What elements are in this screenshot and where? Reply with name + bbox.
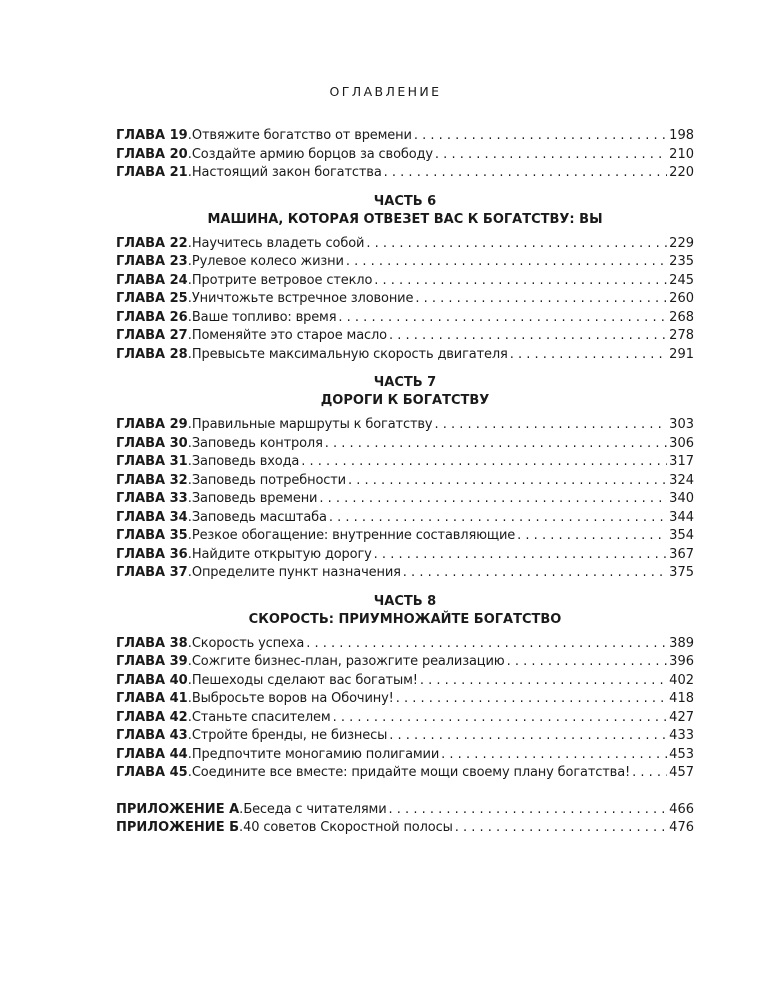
entry-page-number: 396 bbox=[669, 654, 694, 669]
entry-page-number: 418 bbox=[669, 691, 694, 706]
dot-leader bbox=[414, 127, 667, 146]
entry-title: Ваше топливо: время bbox=[191, 309, 337, 325]
dot-leader bbox=[325, 435, 667, 454]
entry-label: ГЛАВА 22 bbox=[116, 235, 188, 251]
entry-label: ГЛАВА 21 bbox=[116, 165, 188, 180]
entry-label: ГЛАВА 34 bbox=[116, 509, 188, 525]
entry-separator: . bbox=[187, 546, 192, 562]
entry-label: ГЛАВА 20 bbox=[116, 146, 188, 162]
entry-separator: . bbox=[187, 309, 192, 325]
entry-page-number: 210 bbox=[669, 146, 694, 162]
dot-leader bbox=[301, 453, 667, 472]
entry-label: ГЛАВА 30 bbox=[116, 435, 188, 451]
entry-separator: . bbox=[187, 691, 192, 706]
part-number: ЧАСТЬ 6 bbox=[373, 193, 437, 209]
entry-separator: . bbox=[187, 509, 192, 525]
dot-leader bbox=[333, 709, 668, 728]
toc-entry[interactable] bbox=[116, 546, 694, 565]
part-name: СКОРОСТЬ: ПРИУМНОЖАЙТЕ БОГАТСТВО bbox=[248, 611, 562, 627]
entry-separator: . bbox=[187, 235, 192, 251]
toc-entry[interactable] bbox=[116, 290, 694, 309]
dot-leader bbox=[507, 653, 668, 672]
entry-label: ГЛАВА 35 bbox=[116, 528, 188, 543]
entry-separator: . bbox=[187, 165, 192, 180]
dot-leader bbox=[348, 472, 667, 491]
entry-title: Скорость успеха bbox=[191, 635, 305, 651]
entry-page-number: 354 bbox=[669, 528, 694, 543]
dot-leader bbox=[306, 635, 667, 654]
entry-title: Превысьте максимальную скорость двигателя bbox=[191, 346, 508, 362]
toc-entry[interactable] bbox=[116, 564, 694, 583]
toc-entry[interactable] bbox=[116, 146, 694, 165]
dot-leader bbox=[517, 527, 667, 546]
dot-leader bbox=[389, 801, 668, 820]
toc-entry[interactable] bbox=[116, 164, 694, 183]
dot-leader bbox=[455, 819, 667, 838]
entry-separator: . bbox=[187, 709, 192, 725]
entry-title: Заповедь входа bbox=[191, 454, 300, 469]
dot-leader bbox=[329, 509, 667, 528]
entry-separator: . bbox=[187, 272, 192, 288]
entry-label: ГЛАВА 38 bbox=[116, 635, 188, 651]
dot-leader bbox=[510, 346, 667, 365]
toc-entry[interactable] bbox=[116, 346, 694, 365]
entry-title: Заповедь контроля bbox=[191, 435, 323, 451]
dot-leader bbox=[415, 290, 667, 309]
entry-page-number: 340 bbox=[669, 491, 694, 506]
part-name: МАШИНА, КОТОРАЯ ОТВЕЗЕТ ВАС К БОГАТСТВУ: ВЫ bbox=[207, 211, 603, 227]
toc-entry[interactable] bbox=[116, 727, 694, 746]
entry-title: Правильные маршруты к богатству bbox=[191, 417, 433, 432]
entry-separator: . bbox=[187, 565, 192, 580]
entry-separator: . bbox=[187, 435, 192, 451]
entry-page-number: 389 bbox=[669, 635, 694, 651]
entry-separator: . bbox=[187, 146, 192, 162]
entry-title: Создайте армию борцов за свободу bbox=[191, 146, 433, 162]
entry-title: Беседа с читателями bbox=[243, 801, 387, 817]
entry-page-number: 324 bbox=[669, 472, 694, 488]
entry-separator: . bbox=[187, 454, 192, 469]
entry-title: Заповедь масштаба bbox=[191, 509, 327, 525]
entry-title: Найдите открытую дорогу bbox=[191, 546, 372, 562]
part-heading bbox=[116, 374, 694, 410]
entry-separator: . bbox=[187, 128, 192, 143]
entry-page-number: 229 bbox=[669, 235, 694, 251]
toc-entry[interactable] bbox=[116, 435, 694, 454]
toc-entry[interactable] bbox=[116, 635, 694, 654]
appendix-entry[interactable] bbox=[116, 801, 694, 820]
entry-label: ГЛАВА 41 bbox=[116, 691, 188, 706]
entry-title: Уничтожьте встречное зловоние bbox=[191, 291, 414, 306]
entry-label: ГЛАВА 39 bbox=[116, 654, 188, 669]
entry-page-number: 457 bbox=[669, 765, 694, 780]
entry-separator: . bbox=[187, 728, 192, 743]
toc-entry[interactable] bbox=[116, 327, 694, 346]
entry-label: ГЛАВА 26 bbox=[116, 309, 188, 325]
entry-title: Пешеходы сделают вас богатым! bbox=[191, 672, 418, 688]
toc-entry[interactable] bbox=[116, 527, 694, 546]
dot-leader bbox=[632, 764, 667, 783]
dot-leader bbox=[319, 490, 667, 509]
entry-page-number: 291 bbox=[669, 346, 694, 362]
dot-leader bbox=[389, 327, 667, 346]
entry-title: Стройте бренды, не бизнесы bbox=[191, 728, 388, 743]
entry-page-number: 235 bbox=[669, 254, 694, 269]
entry-label: ГЛАВА 42 bbox=[116, 709, 188, 725]
toc-entry[interactable] bbox=[116, 127, 694, 146]
appendix-entry[interactable] bbox=[116, 819, 694, 838]
toc-entry[interactable] bbox=[116, 416, 694, 435]
entry-label: ГЛАВА 27 bbox=[116, 328, 188, 343]
dot-leader bbox=[396, 690, 667, 709]
entry-title: Предпочтите моногамию полигамии bbox=[191, 746, 440, 762]
entry-label: ГЛАВА 23 bbox=[116, 254, 188, 269]
entry-separator: . bbox=[187, 291, 192, 306]
dot-leader bbox=[346, 253, 667, 272]
entry-separator: . bbox=[187, 528, 192, 543]
entry-label: ГЛАВА 31 bbox=[116, 454, 188, 469]
entry-page-number: 220 bbox=[669, 165, 694, 180]
entry-label: ГЛАВА 36 bbox=[116, 546, 188, 562]
entry-separator: . bbox=[187, 417, 192, 432]
entry-separator: . bbox=[187, 635, 192, 651]
dot-leader bbox=[434, 416, 667, 435]
entry-label: ГЛАВА 45 bbox=[116, 765, 188, 780]
entry-page-number: 427 bbox=[669, 709, 694, 725]
toc-entry[interactable] bbox=[116, 253, 694, 272]
entry-title: Соедините все вместе: придайте мощи своему плану богатства! bbox=[191, 765, 631, 780]
dot-leader bbox=[384, 164, 668, 183]
entry-page-number: 278 bbox=[669, 328, 694, 343]
entry-label: ГЛАВА 29 bbox=[116, 417, 188, 432]
entry-title: Научитесь владеть собой bbox=[191, 235, 365, 251]
entry-title: Настоящий закон богатства bbox=[191, 165, 382, 180]
entry-label: ГЛАВА 40 bbox=[116, 672, 188, 688]
entry-page-number: 268 bbox=[669, 309, 694, 325]
entry-title: Выбросьте воров на Обочину! bbox=[191, 691, 394, 706]
entry-page-number: 260 bbox=[669, 291, 694, 306]
entry-page-number: 317 bbox=[669, 454, 694, 469]
entry-page-number: 466 bbox=[669, 801, 694, 817]
entry-separator: . bbox=[187, 746, 192, 762]
dot-leader bbox=[366, 235, 667, 254]
page-title: ОГЛАВЛЕНИЕ bbox=[329, 84, 442, 99]
entry-title: Сожгите бизнес-план, разожгите реализацию bbox=[191, 654, 505, 669]
dot-leader bbox=[374, 272, 667, 291]
toc-entry[interactable] bbox=[116, 764, 694, 783]
dot-leader bbox=[420, 672, 667, 691]
entry-page-number: 367 bbox=[669, 546, 694, 562]
entry-separator: . bbox=[187, 672, 192, 688]
entry-separator: . bbox=[239, 820, 244, 835]
entry-page-number: 453 bbox=[669, 746, 694, 762]
entry-label: ГЛАВА 37 bbox=[116, 565, 188, 580]
entry-label: ГЛАВА 25 bbox=[116, 291, 188, 306]
toc-entry[interactable] bbox=[116, 309, 694, 328]
entry-separator: . bbox=[187, 254, 192, 269]
toc-entry[interactable] bbox=[116, 272, 694, 291]
entry-label: ГЛАВА 19 bbox=[116, 128, 188, 143]
entry-separator: . bbox=[187, 472, 192, 488]
dot-leader bbox=[435, 146, 667, 165]
toc-entry[interactable] bbox=[116, 235, 694, 254]
entry-page-number: 198 bbox=[669, 128, 694, 143]
entry-label: ПРИЛОЖЕНИЕ Б bbox=[116, 820, 240, 835]
toc-entry[interactable] bbox=[116, 709, 694, 728]
toc-entry[interactable] bbox=[116, 690, 694, 709]
entry-label: ГЛАВА 43 bbox=[116, 728, 188, 743]
entry-label: ГЛАВА 32 bbox=[116, 472, 188, 488]
entry-title: Заповедь времени bbox=[191, 491, 318, 506]
entry-label: ГЛАВА 24 bbox=[116, 272, 188, 288]
entry-page-number: 344 bbox=[669, 509, 694, 525]
toc-entry[interactable] bbox=[116, 472, 694, 491]
entry-page-number: 433 bbox=[669, 728, 694, 743]
table-of-contents bbox=[116, 127, 694, 838]
toc-entry[interactable] bbox=[116, 746, 694, 765]
entry-title: Резкое обогащение: внутренние составляющие bbox=[191, 528, 516, 543]
entry-separator: . bbox=[239, 801, 244, 817]
toc-entry[interactable] bbox=[116, 453, 694, 472]
part-number: ЧАСТЬ 8 bbox=[373, 593, 437, 609]
dot-leader bbox=[374, 546, 668, 565]
entry-label: ПРИЛОЖЕНИЕ А bbox=[116, 801, 240, 817]
dot-leader bbox=[403, 564, 667, 583]
toc-entry[interactable] bbox=[116, 490, 694, 509]
entry-label: ГЛАВА 28 bbox=[116, 346, 188, 362]
part-heading bbox=[116, 593, 694, 629]
entry-page-number: 402 bbox=[669, 672, 694, 688]
entry-separator: . bbox=[187, 654, 192, 669]
entry-title: Рулевое колесо жизни bbox=[191, 254, 344, 269]
entry-page-number: 476 bbox=[669, 820, 694, 835]
entry-label: ГЛАВА 44 bbox=[116, 746, 188, 762]
dot-leader bbox=[441, 746, 667, 765]
toc-entry[interactable] bbox=[116, 509, 694, 528]
entry-title: Поменяйте это старое масло bbox=[191, 328, 387, 343]
entry-page-number: 303 bbox=[669, 417, 694, 432]
entry-page-number: 375 bbox=[669, 565, 694, 580]
dot-leader bbox=[338, 309, 667, 328]
entry-label: ГЛАВА 33 bbox=[116, 491, 188, 506]
entry-separator: . bbox=[187, 346, 192, 362]
entry-title: Станьте спасителем bbox=[191, 709, 331, 725]
entry-title: Протрите ветровое стекло bbox=[191, 272, 373, 288]
part-number: ЧАСТЬ 7 bbox=[373, 375, 437, 390]
entry-title: Определите пункт назначения bbox=[191, 565, 401, 580]
part-name: ДОРОГИ К БОГАТСТВУ bbox=[320, 393, 490, 408]
part-heading bbox=[116, 193, 694, 229]
entry-page-number: 245 bbox=[669, 272, 694, 288]
dot-leader bbox=[389, 727, 667, 746]
entry-separator: . bbox=[187, 328, 192, 343]
toc-entry[interactable] bbox=[116, 653, 694, 672]
entry-separator: . bbox=[187, 765, 192, 780]
toc-entry[interactable] bbox=[116, 672, 694, 691]
entry-separator: . bbox=[187, 491, 192, 506]
entry-title: 40 советов Скоростной полосы bbox=[243, 820, 453, 835]
entry-title: Отвяжите богатство от времени bbox=[191, 128, 412, 143]
entry-page-number: 306 bbox=[669, 435, 694, 451]
entry-title: Заповедь потребности bbox=[191, 472, 346, 488]
